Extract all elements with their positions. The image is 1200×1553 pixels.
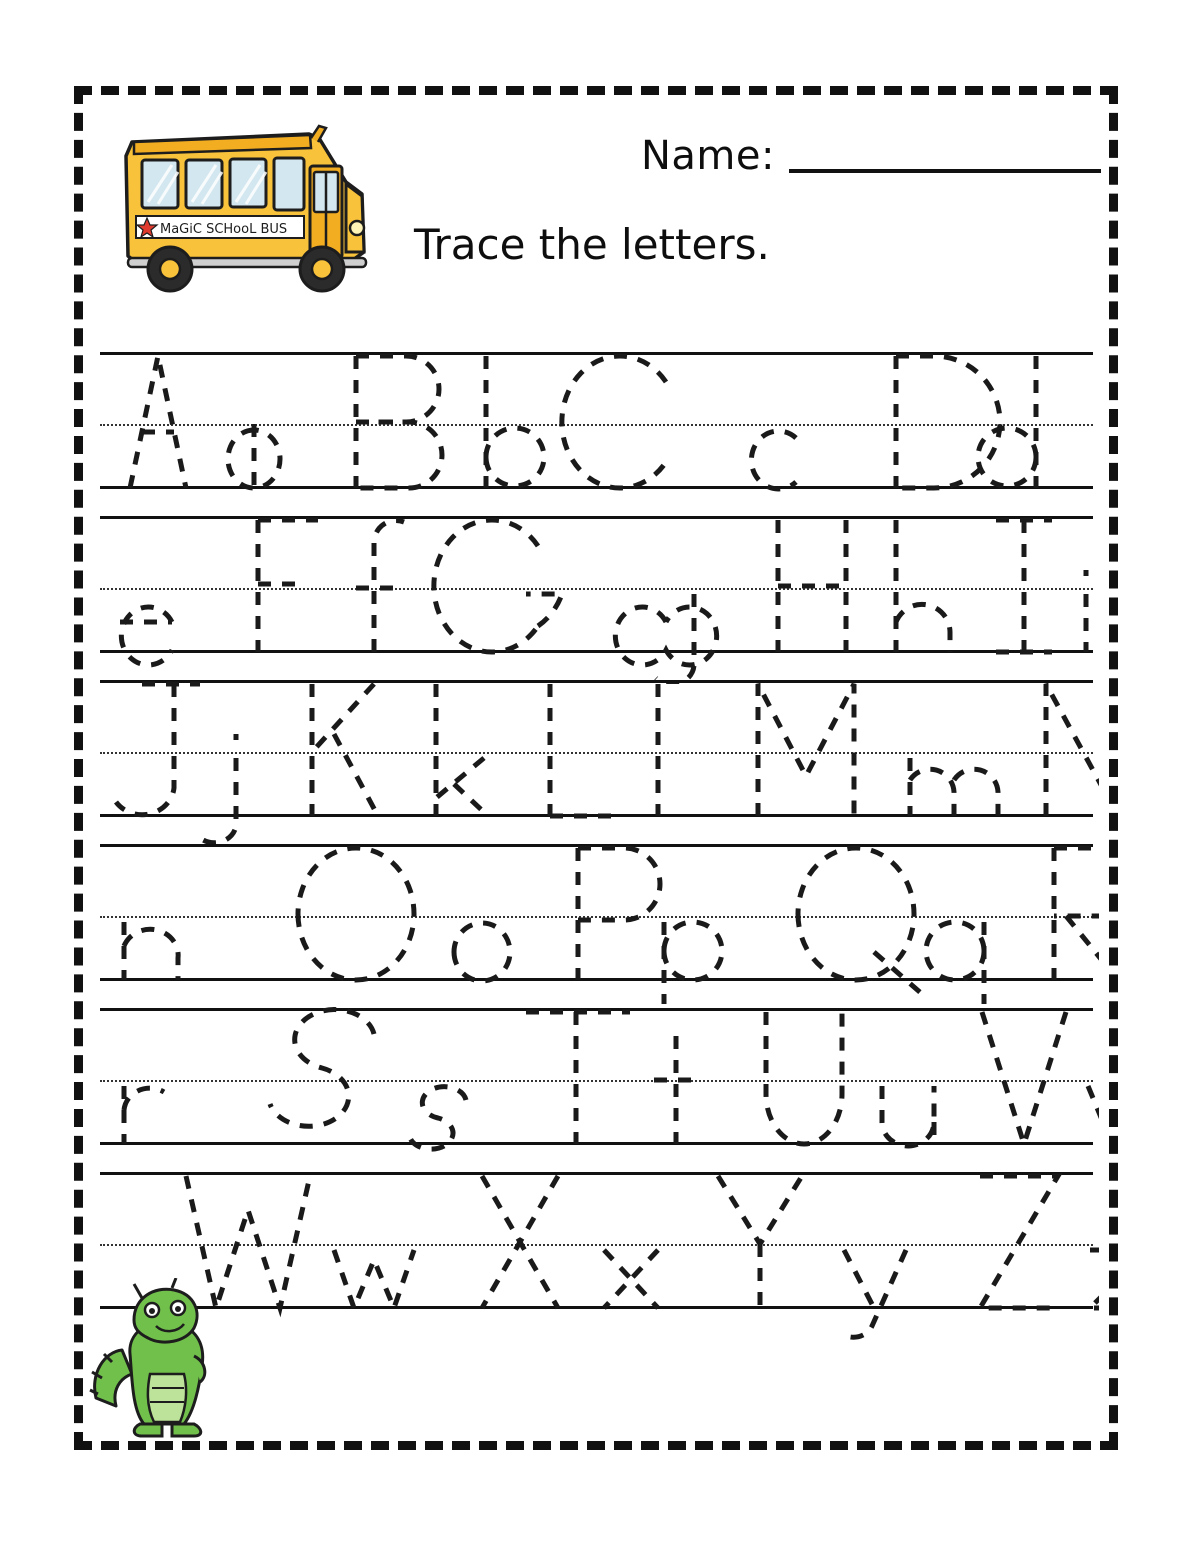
svg-text:MaGiC SCHooL BUS: MaGiC SCHooL BUS — [160, 222, 288, 237]
school-bus-icon — [114, 112, 379, 307]
name-input-blank[interactable] — [789, 168, 1101, 173]
name-field-row — [641, 133, 1101, 179]
tracing-row — [100, 1172, 1093, 1336]
row-6-letters — [106, 1140, 1099, 1340]
tracing-rows — [100, 352, 1100, 1336]
dinosaur-icon — [88, 1278, 238, 1443]
worksheet-header — [96, 100, 1096, 330]
name-label: Name: — [641, 133, 775, 179]
instruction-text: Trace the letters. — [414, 220, 770, 269]
